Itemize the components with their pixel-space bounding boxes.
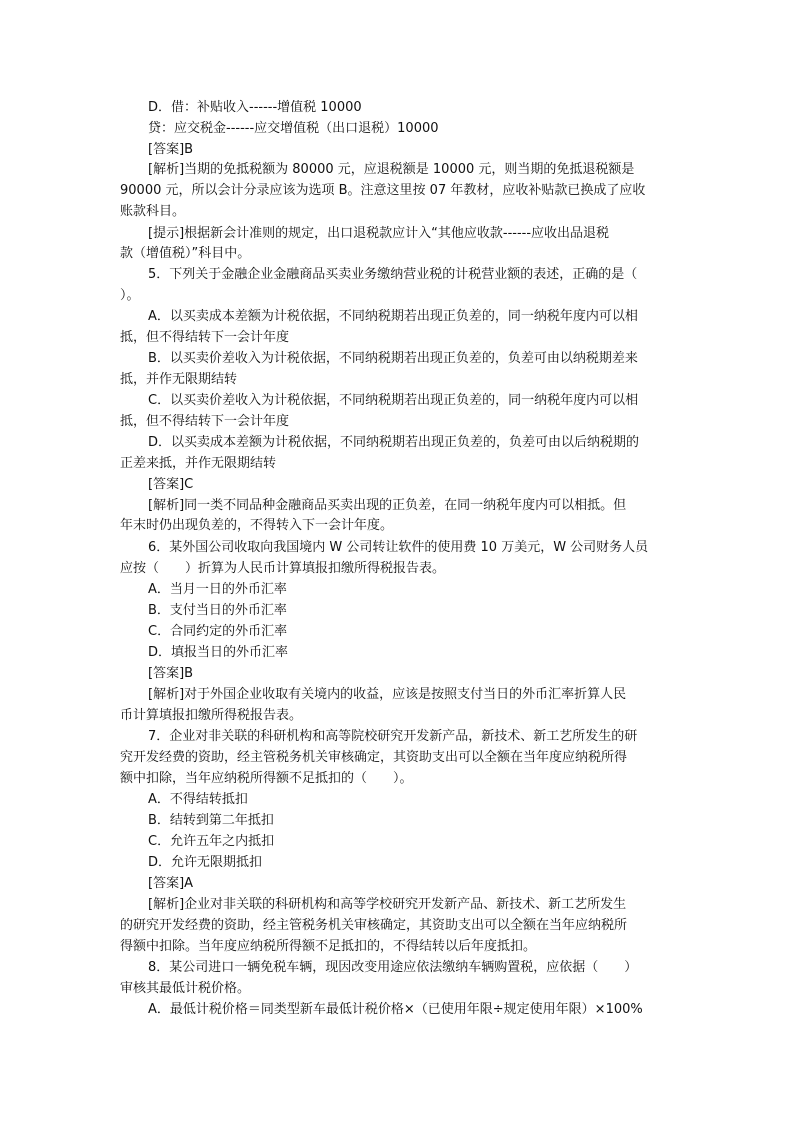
text-line-l44: A．最低计税价格＝同类型新车最低计税价格×（已使用年限÷规定使用年限）×100% <box>148 1002 643 1017</box>
text-line-l07: [提示]根据新会计准则的规定，出口退税款应计入“其他应收款------应收出品退税 <box>148 226 610 241</box>
text-line-l23: 应按（ ）折算为人民币计算填报扣缴所得税报告表。 <box>120 561 446 576</box>
text-line-l29: [解析]对于外国企业收取有关境内的收益，应该是按照支付当日的外币汇率折算人民 <box>148 687 627 702</box>
text-line-l28: [答案]B <box>148 666 194 681</box>
text-line-l33: 额中扣除，当年应纳税所得额不足抵扣的（ ）。 <box>120 771 413 786</box>
text-line-l12: 抵，但不得结转下一会计年度 <box>120 330 290 345</box>
text-line-l19: [答案]C <box>148 477 194 492</box>
text-line-l39: [解析]企业对非关联的科研机构和高等学校研究开发新产品、新技术、新工艺所发生 <box>148 897 627 912</box>
text-line-l26: C．合同约定的外币汇率 <box>148 624 288 639</box>
text-line-l10: ）。 <box>120 288 140 303</box>
text-line-l06: 账款科目。 <box>120 204 186 219</box>
text-line-l03: [答案]B <box>148 142 194 157</box>
text-line-l25: B．支付当日的外币汇率 <box>148 603 287 618</box>
text-line-l18: 正差来抵，并作无限期结转 <box>120 456 277 471</box>
text-line-l40: 的研究开发经费的资助，经主管税务机关审核确定，其资助支出可以全额在当年应纳税所 <box>120 918 628 933</box>
text-line-l41: 得额中扣除。当年度应纳税所得额不足抵扣的，不得结转以后年度抵扣。 <box>120 939 537 954</box>
text-line-l24: A．当月一日的外币汇率 <box>148 582 287 597</box>
text-line-l38: [答案]A <box>148 876 194 891</box>
text-line-l05: 90000 元，所以会计分录应该为选项 B。注意这里按 07 年教材，应收补贴款已换成了应收 <box>120 183 646 198</box>
text-line-l08: 款（增值税）”科目中。 <box>120 246 251 261</box>
text-line-l32: 究开发经费的资助，经主管税务机关审核确定，其资助支出可以全额在当年度应纳税所得 <box>120 750 628 765</box>
text-line-l13: B．以买卖价差收入为计税依据，不同纳税期若出现正负差的，负差可由以纳税期差来 <box>148 351 638 366</box>
text-line-l15: C．以买卖价差收入为计税依据，不同纳税期若出现正负差的，同一纳税年度内可以相 <box>148 393 639 408</box>
text-line-l34: A．不得结转抵扣 <box>148 792 248 807</box>
text-line-l02: 贷：应交税金------应交增值税（出口退税）10000 <box>148 121 439 136</box>
text-line-l31: 7．企业对非关联的科研机构和高等院校研究开发新产品，新技术、新工艺所发生的研 <box>148 729 638 744</box>
text-line-l11: A．以买卖成本差额为计税依据，不同纳税期若出现正负差的，同一纳税年度内可以相 <box>148 309 638 324</box>
text-line-l27: D．填报当日的外币汇率 <box>148 645 289 660</box>
text-line-l36: C．允许五年之内抵扣 <box>148 834 275 849</box>
text-line-l16: 抵，但不得结转下一会计年度 <box>120 414 290 429</box>
text-line-l04: [解析]当期的免抵税额为 80000 元，应退税额是 10000 元，则当期的免抵退税额是 <box>148 162 635 177</box>
text-line-l35: B．结转到第二年抵扣 <box>148 813 274 828</box>
text-line-l20: [解析]同一类不同品种金融商品买卖出现的正负差，在同一纳税年度内可以相抵。但 <box>148 498 627 513</box>
text-line-l37: D．允许无限期抵扣 <box>148 855 263 870</box>
text-line-l14: 抵，并作无限期结转 <box>120 372 238 387</box>
text-line-l42: 8．某公司进口一辆免税车辆，现因改变用途应依法缴纳车辆购置税，应依据（ ） <box>148 960 638 975</box>
text-line-l30: 币计算填报扣缴所得税报告表。 <box>120 708 303 723</box>
text-line-l01: D．借：补贴收入------增值税 10000 <box>148 100 362 115</box>
text-line-l09: 5．下列关于金融企业金融商品买卖业务缴纳营业税的计税营业额的表述，正确的是（ <box>148 267 638 282</box>
text-line-l22: 6．某外国公司收取向我国境内 W 公司转让软件的使用费 10 万美元，W 公司财务人员 <box>148 540 649 555</box>
text-line-l43: 审核其最低计税价格。 <box>120 981 251 996</box>
text-line-l17: D．以买卖成本差额为计税依据，不同纳税期若出现正负差的，负差可由以后纳税期的 <box>148 435 640 450</box>
text-line-l21: 年末时仍出现负差的，不得转入下一会计年度。 <box>120 518 394 533</box>
